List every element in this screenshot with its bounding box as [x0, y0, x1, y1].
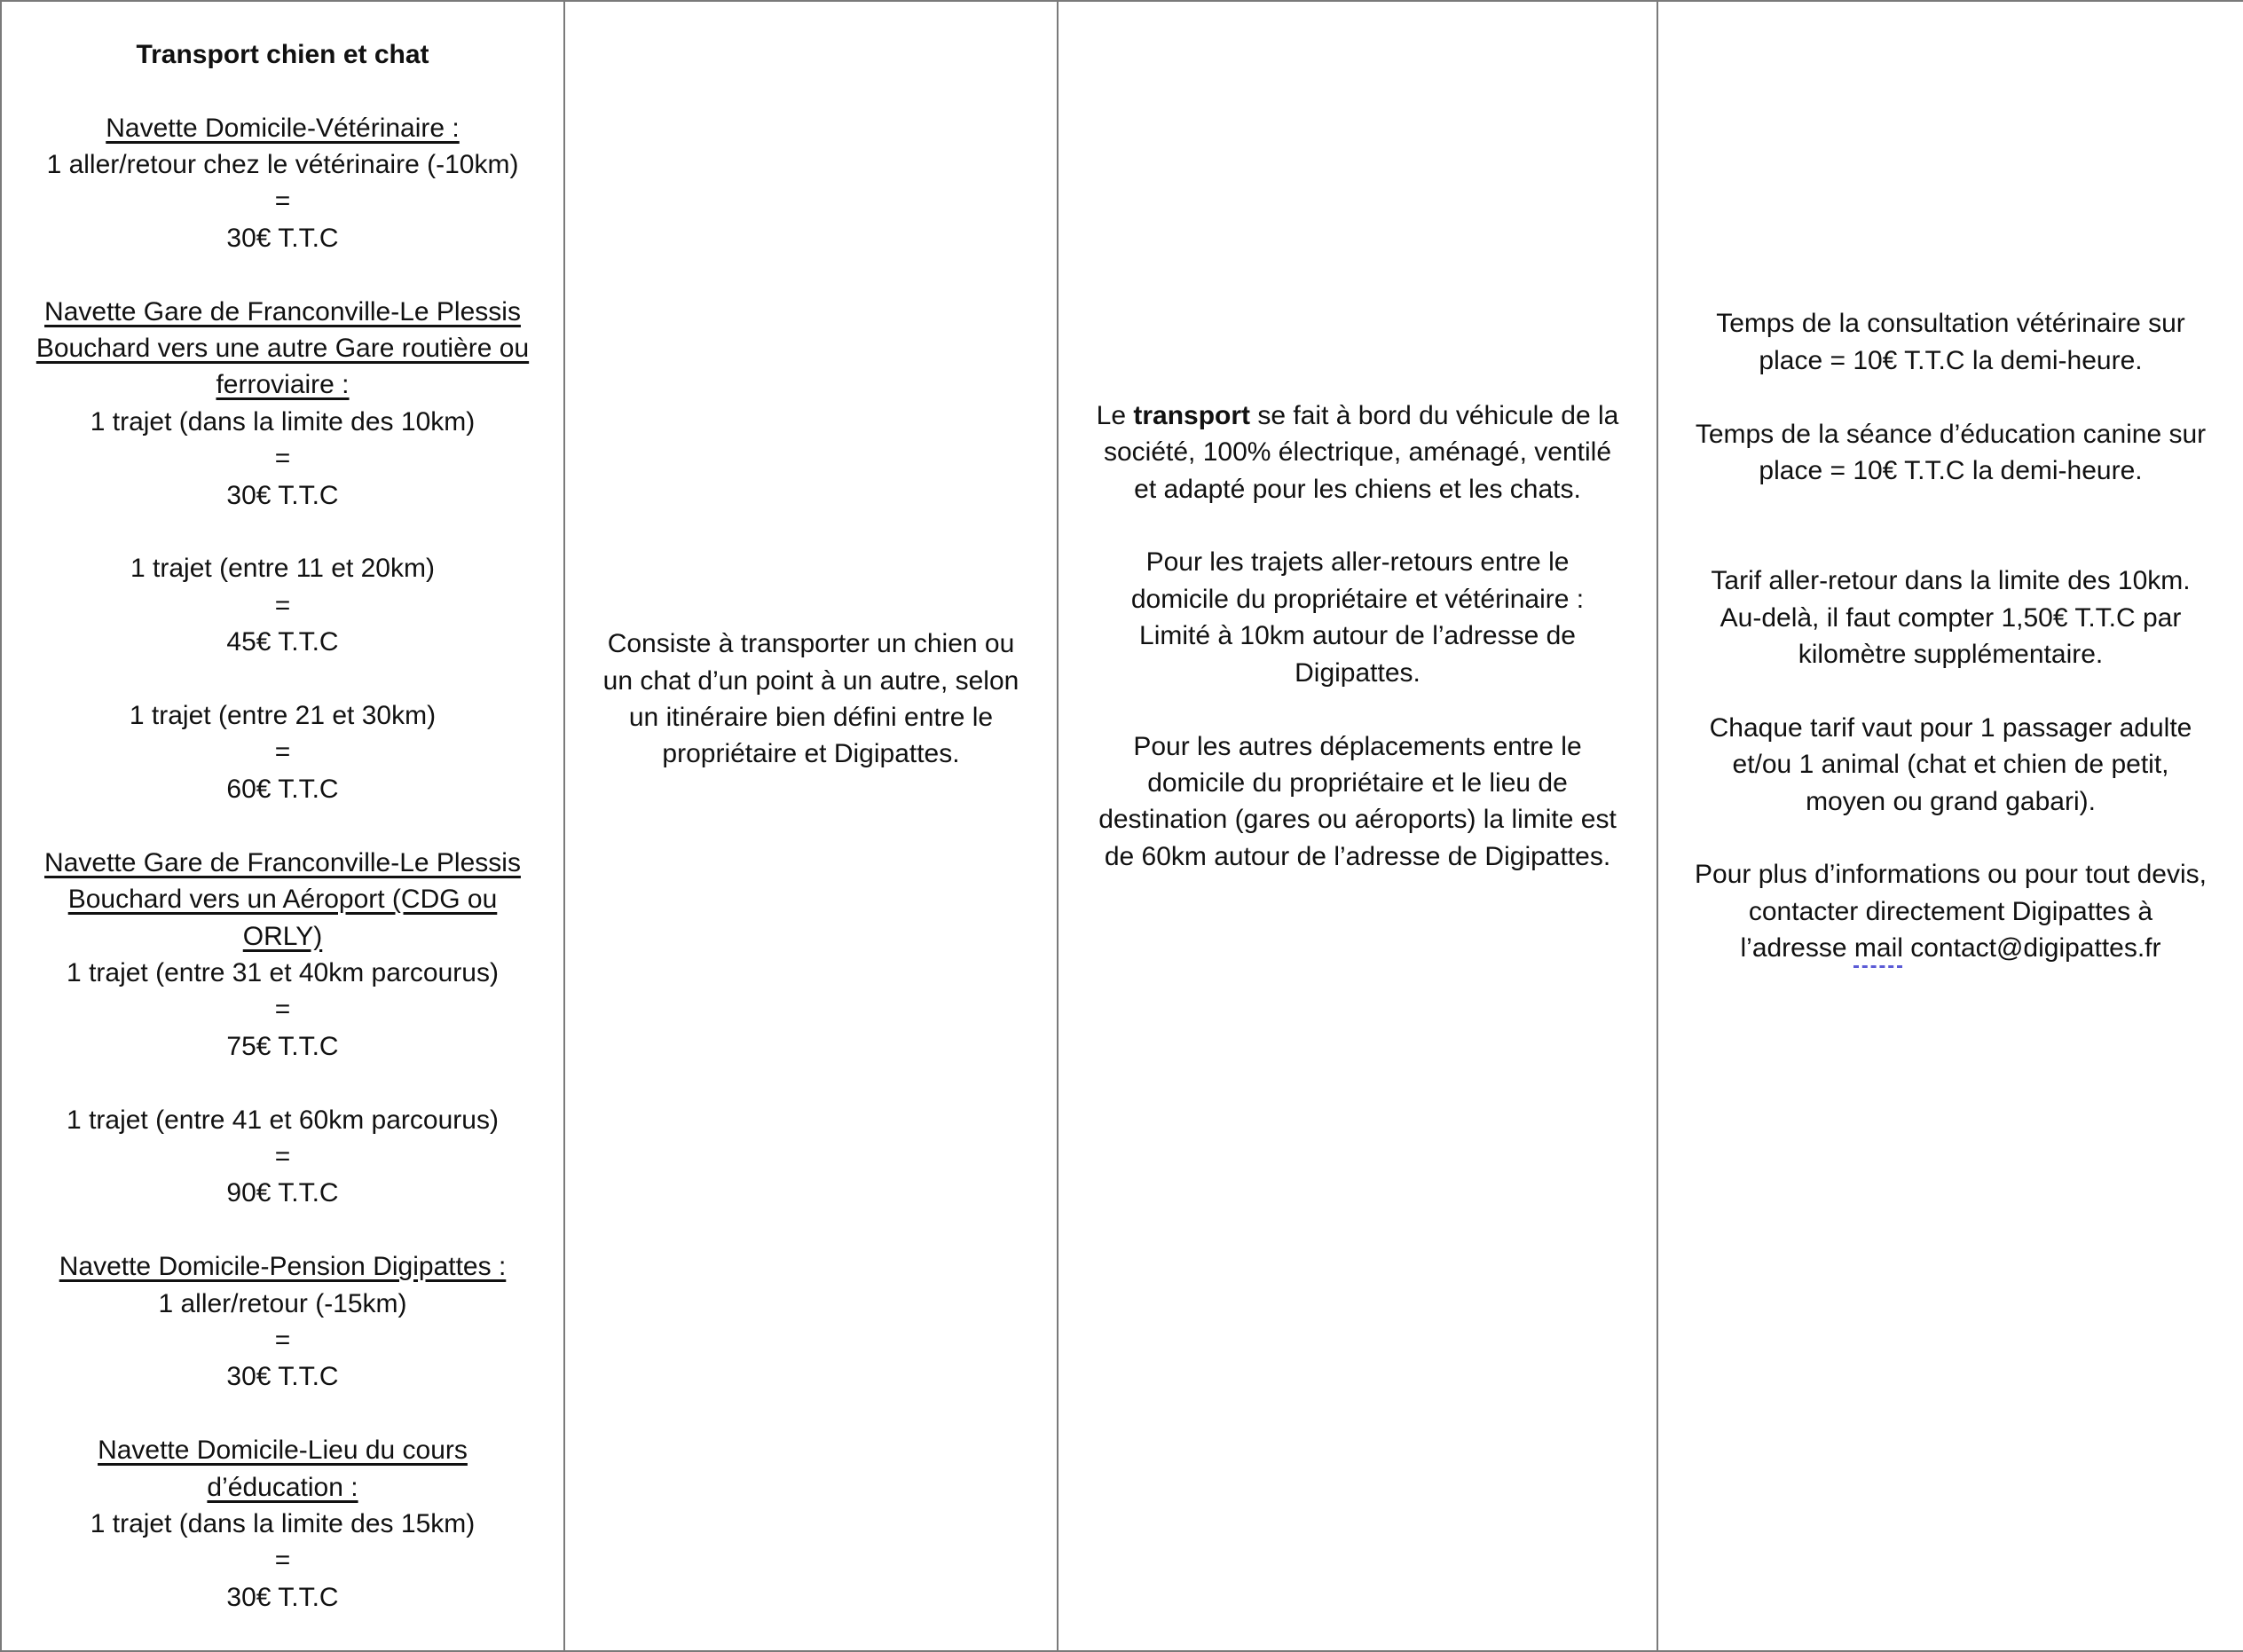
section-heading-vet-shuttle: Navette Domicile-Vétérinaire : [106, 113, 460, 143]
transport-keyword: transport [1133, 400, 1251, 430]
tariff-line: 1 trajet (entre 11 et 20km) [130, 554, 435, 584]
contact-line [1680, 930, 2222, 966]
equals-sign: = [274, 1546, 291, 1576]
price: 30€ T.T.C [226, 223, 339, 253]
tariffs-cell [1, 1, 564, 1651]
section-heading-airport-shuttle: Navette Gare de Franconville-Le Plessis [44, 847, 521, 877]
price: 30€ T.T.C [226, 1362, 339, 1392]
conditions-cell [1058, 1, 1657, 1651]
info-line: moyen ou grand gabari). [1806, 786, 2096, 816]
info-line: Temps de la consultation vétérinaire sur [1716, 309, 2185, 339]
price: 90€ T.T.C [226, 1178, 339, 1208]
info-line: Temps de la séance d’éducation canine sur [1695, 419, 2207, 449]
mail-word: mail [1853, 933, 1903, 964]
conditions-line: Digipattes. [1295, 657, 1421, 688]
section-heading-airport-shuttle-line3: ORLY) [242, 921, 323, 951]
conditions-line: et adapté pour les chiens et les chats. [1134, 474, 1581, 504]
tariff-line: 1 aller/retour chez le vétérinaire (-10km) [46, 150, 519, 180]
equals-sign: = [274, 186, 291, 216]
conditions-line: société, 100% électrique, aménagé, ventilé [1103, 437, 1612, 468]
info-line: contacter directement Digipattes à [1748, 896, 2153, 926]
conditions-line: Pour les autres déplacements entre le [1133, 731, 1582, 761]
equals-sign: = [274, 995, 291, 1025]
description-line: Consiste à transporter un chien ou [607, 629, 1015, 659]
section-heading-education-shuttle-line2: d’éducation : [207, 1472, 358, 1502]
section-heading-station-shuttle: Navette Gare de Franconville-Le Plessis [44, 296, 521, 326]
description-line: un itinéraire bien défini entre le [628, 703, 994, 732]
info-line: Chaque tarif vaut pour 1 passager adulte [1709, 712, 2192, 743]
tariff-line: 1 trajet (entre 31 et 40km parcourus) [67, 957, 499, 987]
info-cell [1657, 1, 2243, 1651]
info-line: place = 10€ T.T.C la demi-heure. [1759, 455, 2143, 485]
tariff-line: 1 trajet (entre 21 et 30km) [129, 701, 437, 731]
conditions-line: Pour les trajets aller-retours entre le [1145, 547, 1570, 578]
tariff-line: 1 trajet (dans la limite des 10km) [90, 406, 476, 437]
equals-sign: = [274, 444, 291, 474]
tariff-line: 1 trajet (dans la limite des 15km) [90, 1508, 476, 1538]
equals-sign: = [274, 1325, 291, 1355]
info-line: et/ou 1 animal (chat et chien de petit, [1732, 750, 2169, 780]
section-heading-pension-shuttle: Navette Domicile-Pension Digipattes : [59, 1252, 507, 1282]
info-line: Tarif aller-retour dans la limite des 10km. [1711, 566, 2191, 596]
conditions-line: domicile du propriétaire et vétérinaire : [1130, 584, 1585, 614]
conditions-text: se fait à bord du véhicule de la [1250, 400, 1619, 430]
conditions-line: de 60km autour de l’adresse de Digipattes. [1104, 841, 1611, 871]
conditions-line [1080, 397, 1635, 434]
price: 75€ T.T.C [226, 1031, 339, 1061]
info-text: l’adresse [1740, 933, 1854, 964]
contact-email: contact@digipattes.fr [1902, 933, 2161, 964]
description-line: propriétaire et Digipattes. [662, 739, 960, 769]
equals-sign: = [274, 737, 291, 767]
conditions-text: Le [1096, 400, 1134, 430]
equals-sign: = [274, 590, 291, 620]
section-heading-airport-shuttle-line2: Bouchard vers un Aéroport (CDG ou [67, 885, 498, 915]
equals-sign: = [274, 1141, 291, 1171]
tariff-line: 1 trajet (entre 41 et 60km parcourus) [67, 1105, 499, 1135]
description-line: un chat d’un point à un autre, selon [602, 665, 1019, 696]
section-heading-station-shuttle-line3: ferroviaire : [216, 370, 350, 400]
conditions-line: domicile du propriétaire et le lieu de [1147, 767, 1568, 798]
service-title: Transport chien et chat [136, 39, 429, 69]
price: 60€ T.T.C [226, 774, 339, 804]
info-line: Pour plus d’informations ou pour tout devis, [1695, 860, 2207, 890]
tariff-line: 1 aller/retour (-15km) [158, 1288, 407, 1318]
info-line: Au-delà, il faut compter 1,50€ T.T.C par [1720, 602, 2182, 633]
section-heading-education-shuttle: Navette Domicile-Lieu du cours [98, 1436, 468, 1466]
table-row [1, 1, 2243, 1651]
price: 45€ T.T.C [226, 627, 339, 657]
info-line: kilomètre supplémentaire. [1798, 639, 2104, 669]
section-heading-station-shuttle-line2: Bouchard vers une autre Gare routière ou [35, 334, 530, 364]
conditions-line: destination (gares ou aéroports) la limite est [1098, 805, 1617, 835]
price: 30€ T.T.C [226, 1582, 339, 1612]
info-line: place = 10€ T.T.C la demi-heure. [1759, 345, 2143, 375]
price: 30€ T.T.C [226, 480, 339, 510]
description-cell [564, 1, 1058, 1651]
conditions-line: Limité à 10km autour de l’adresse de [1139, 621, 1576, 651]
